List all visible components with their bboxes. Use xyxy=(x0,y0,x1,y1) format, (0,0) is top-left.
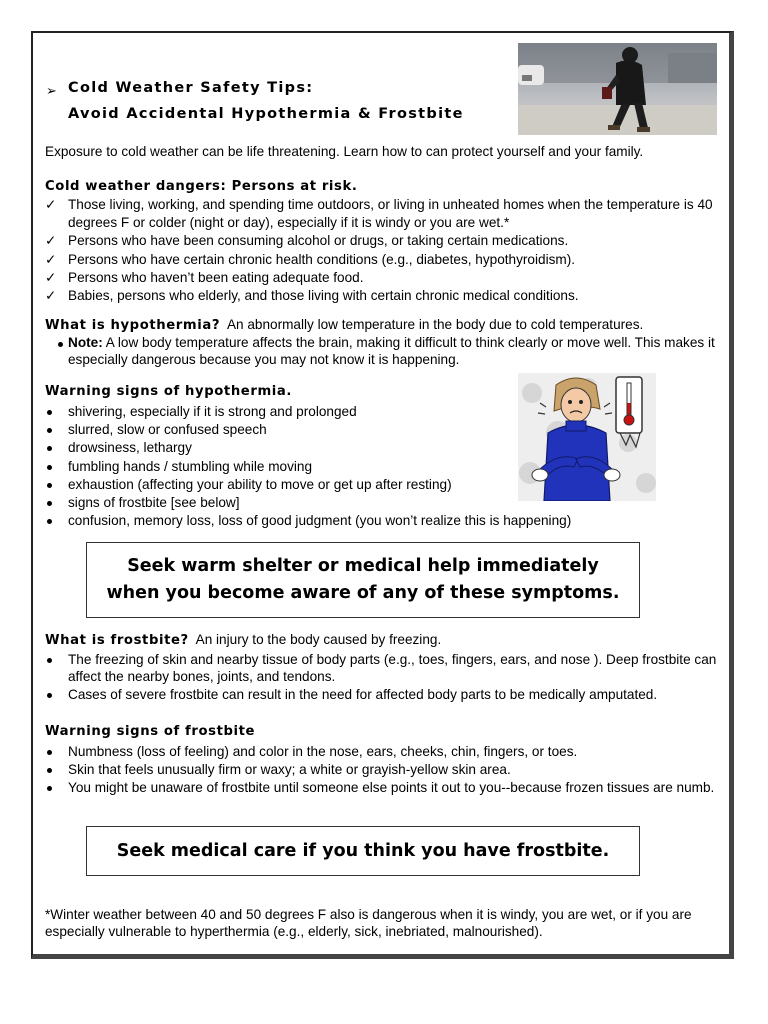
round-bullet xyxy=(58,342,63,347)
list-item-text: confusion, memory loss, loss of good judgment (you won’t realize this is happening) xyxy=(68,513,572,529)
list-item xyxy=(45,251,725,269)
checkmark-icon: ✓ xyxy=(45,269,57,285)
list-item xyxy=(45,761,729,779)
footnote: *Winter weather between 40 and 50 degrees F also is dangerous when it is windy, you are wet, or if you are especially vulnerable to hyperthermia (e.g., elderly, sick, inebriated, malnourished). xyxy=(45,907,692,940)
hypothermia-heading: What is hypothermia? xyxy=(45,318,221,333)
list-item-text: Cases of severe frostbite can result in the need for affected body parts to be medically amputated. xyxy=(68,686,658,702)
dangers-list xyxy=(45,196,725,305)
list-item-text: Those living, working, and spending time outdoors, or living in unheated homes when the temperature is 40 degrees F or colder (night or day), especially if it is windy or you are wet.* xyxy=(68,197,713,231)
list-item xyxy=(45,232,725,250)
list-item-text: drowsiness, lethargy xyxy=(68,440,192,456)
list-item-text: slurred, slow or confused speech xyxy=(68,422,267,438)
shelter-callout xyxy=(86,542,640,618)
hypothermia-signs-heading: Warning signs of hypothermia. xyxy=(45,384,293,399)
note-label: Note: xyxy=(68,335,103,350)
list-item xyxy=(45,743,729,761)
round-bullet xyxy=(47,693,52,698)
list-item-text: Persons who haven’t been eating adequate food. xyxy=(68,269,364,285)
list-item-text: Skin that feels unusually firm or waxy; a white or grayish-yellow skin area. xyxy=(68,761,511,777)
round-bullet xyxy=(47,658,52,663)
frostbite-list xyxy=(45,651,729,703)
title-line-1: Cold Weather Safety Tips: xyxy=(68,80,314,96)
checkmark-icon: ✓ xyxy=(45,288,57,304)
list-item-text: exhaustion (affecting your ability to move or get up after resting) xyxy=(68,476,452,492)
intro-text: Exposure to cold weather can be life threatening. Learn how to can protect yourself and your family. xyxy=(45,144,644,159)
hypothermia-note xyxy=(68,334,728,369)
round-bullet xyxy=(47,465,52,470)
round-bullet xyxy=(47,519,52,524)
cold-walker-photo xyxy=(518,43,717,135)
checkmark-icon: ✓ xyxy=(45,197,57,212)
list-item-text: signs of frostbite [see below] xyxy=(68,495,240,511)
list-item-text: The freezing of skin and nearby tissue of body parts (e.g., toes, fingers, ears, and nose ). Deep frostbite can affect the nearby bones, joints, and tendons. xyxy=(68,652,717,685)
list-item-text: shivering, especially if it is strong and prolonged xyxy=(68,404,357,419)
note-text: A low body temperature affects the brain, making it difficult to think clearly or move well. This makes it especially dangerous because you may not know it is happening. xyxy=(68,335,715,368)
round-bullet xyxy=(47,501,52,506)
list-item-text: Babies, persons who elderly, and those living with certain chronic medical conditions. xyxy=(68,288,579,304)
frostbite-definition-text: An injury to the body caused by freezing. xyxy=(195,632,442,647)
round-bullet xyxy=(47,410,52,415)
list-item xyxy=(45,269,725,287)
frostbite-signs-heading: Warning signs of frostbite xyxy=(45,724,256,739)
frostbite-definition xyxy=(45,631,735,649)
round-bullet xyxy=(47,750,52,755)
dangers-heading: Cold weather dangers: Persons at risk. xyxy=(45,179,358,194)
list-item-text: Persons who have been consuming alcohol or drugs, or taking certain medications. xyxy=(68,233,569,249)
round-bullet xyxy=(47,786,52,791)
round-bullet xyxy=(47,428,52,433)
list-item-text: fumbling hands / stumbling while moving xyxy=(68,458,313,474)
round-bullet xyxy=(47,768,52,773)
list-item xyxy=(45,686,729,703)
medical-care-callout xyxy=(86,826,640,876)
list-item-text: Numbness (loss of feeling) and color in the nose, ears, cheeks, chin, fingers, or toes. xyxy=(68,744,578,759)
arrowhead-icon: ➢ xyxy=(46,83,57,98)
shelter-callout-line-1: Seek warm shelter or medical help immediately xyxy=(127,556,599,576)
shelter-callout-line-2: when you become aware of any of these symptoms. xyxy=(106,583,620,603)
list-item xyxy=(45,196,725,232)
round-bullet xyxy=(47,483,52,488)
list-item xyxy=(45,779,729,797)
hypothermia-definition xyxy=(45,316,735,334)
list-item-text: Persons who have certain chronic health conditions (e.g., diabetes, hypothyroidism). xyxy=(68,251,576,267)
checkmark-icon: ✓ xyxy=(45,233,57,249)
medical-care-callout-text: Seek medical care if you think you have frostbite. xyxy=(116,841,610,861)
title-line-2: Avoid Accidental Hypothermia & Frostbite xyxy=(68,106,464,122)
frostbite-heading: What is frostbite? xyxy=(45,633,189,648)
list-item xyxy=(45,651,729,686)
list-item xyxy=(45,512,735,530)
shivering-person-clipart xyxy=(518,373,656,501)
round-bullet xyxy=(47,446,52,451)
list-item xyxy=(45,287,725,305)
checkmark-icon: ✓ xyxy=(45,251,57,267)
list-item-text: You might be unaware of frostbite until someone else points it out to you--because frozen tissues are numb. xyxy=(68,779,715,795)
frostbite-signs-list xyxy=(45,743,729,796)
hypothermia-definition-text: An abnormally low temperature in the body due to cold temperatures. xyxy=(226,317,644,332)
